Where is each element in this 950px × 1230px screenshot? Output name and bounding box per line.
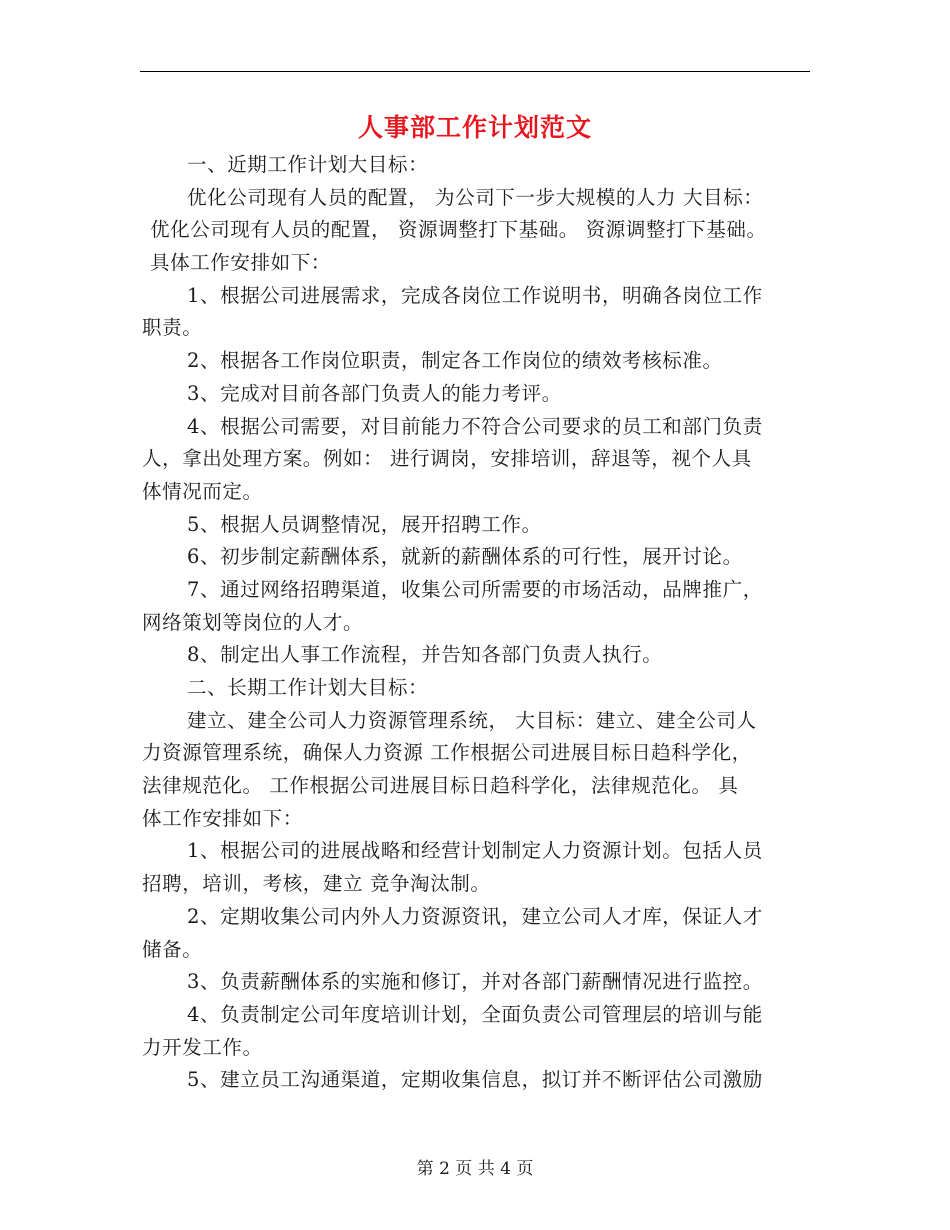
document-body bbox=[140, 149, 812, 1097]
page-footer: 第 2 页 共 4 页 bbox=[416, 1159, 534, 1179]
body-line: 一、近期工作计划大目标： bbox=[187, 153, 429, 176]
body-line: 2、根据各工作岗位职责，制定各工作岗位的绩效考核标准。 bbox=[187, 349, 723, 373]
body-line: 建立、建全公司人力资源管理系统， 大目标：建立、建全公司人 bbox=[187, 708, 757, 732]
body-line: 体工作安排如下： bbox=[142, 806, 303, 830]
body-line: 具体工作安排如下： bbox=[150, 251, 331, 275]
body-line: 力开发工作。 bbox=[142, 1035, 263, 1059]
body-line: 储备。 bbox=[142, 937, 203, 961]
body-line: 6、初步制定薪酬体系，就新的薪酬体系的可行性，展开讨论。 bbox=[187, 545, 743, 569]
body-line: 法律规范化。 工作根据公司进展目标日趋科学化，法律规范化。 具 bbox=[142, 774, 739, 798]
body-line: 8、制定出人事工作流程，并告知各部门负责人执行。 bbox=[187, 643, 663, 667]
body-line: 1、根据公司的进展战略和经营计划制定人力资源计划。包括人员 bbox=[187, 839, 763, 863]
document-title: 人事部工作计划范文 bbox=[357, 113, 592, 142]
body-line: 5、根据人员调整情况，展开招聘工作。 bbox=[187, 512, 542, 536]
body-line: 3、负责薪酬体系的实施和修订，并对各部门薪酬情况进行监控。 bbox=[187, 970, 763, 994]
body-line: 7、通过网络招聘渠道，收集公司所需要的市场活动，品牌推广， bbox=[187, 577, 763, 601]
body-line: 人，拿出处理方案。例如： 进行调岗，安排培训，辞退等，视个人具 bbox=[142, 447, 752, 471]
body-line: 二、长期工作计划大目标： bbox=[187, 676, 429, 699]
header-rule bbox=[140, 71, 810, 72]
body-line: 3、完成对目前各部门负责人的能力考评。 bbox=[187, 381, 562, 405]
body-line: 力资源管理系统，确保人力资源 工作根据公司进展目标日趋科学化， bbox=[142, 741, 752, 765]
body-line: 优化公司现有人员的配置， 为公司下一步大规模的人力 大目标： bbox=[187, 185, 764, 209]
body-line: 职责。 bbox=[142, 316, 203, 340]
body-line: 4、负责制定公司年度培训计划，全面负责公司管理层的培训与能 bbox=[187, 1002, 763, 1026]
body-line: 招聘，培训，考核，建立 竞争淘汰制。 bbox=[142, 872, 491, 896]
body-line: 1、根据公司进展需求，完成各岗位工作说明书，明确各岗位工作 bbox=[187, 283, 763, 307]
body-line: 优化公司现有人员的配置， 资源调整打下基础。 资源调整打下基础。 bbox=[150, 218, 767, 242]
body-line: 体情况而定。 bbox=[142, 479, 263, 503]
body-line: 4、根据公司需要，对目前能力不符合公司要求的员工和部门负责 bbox=[187, 414, 763, 438]
body-line: 网络策划等岗位的人才。 bbox=[142, 610, 364, 634]
body-line: 5、建立员工沟通渠道，定期收集信息，拟订并不断评估公司激励 bbox=[187, 1068, 763, 1092]
body-line: 2、定期收集公司内外人力资源资讯，建立公司人才库，保证人才 bbox=[187, 904, 763, 928]
